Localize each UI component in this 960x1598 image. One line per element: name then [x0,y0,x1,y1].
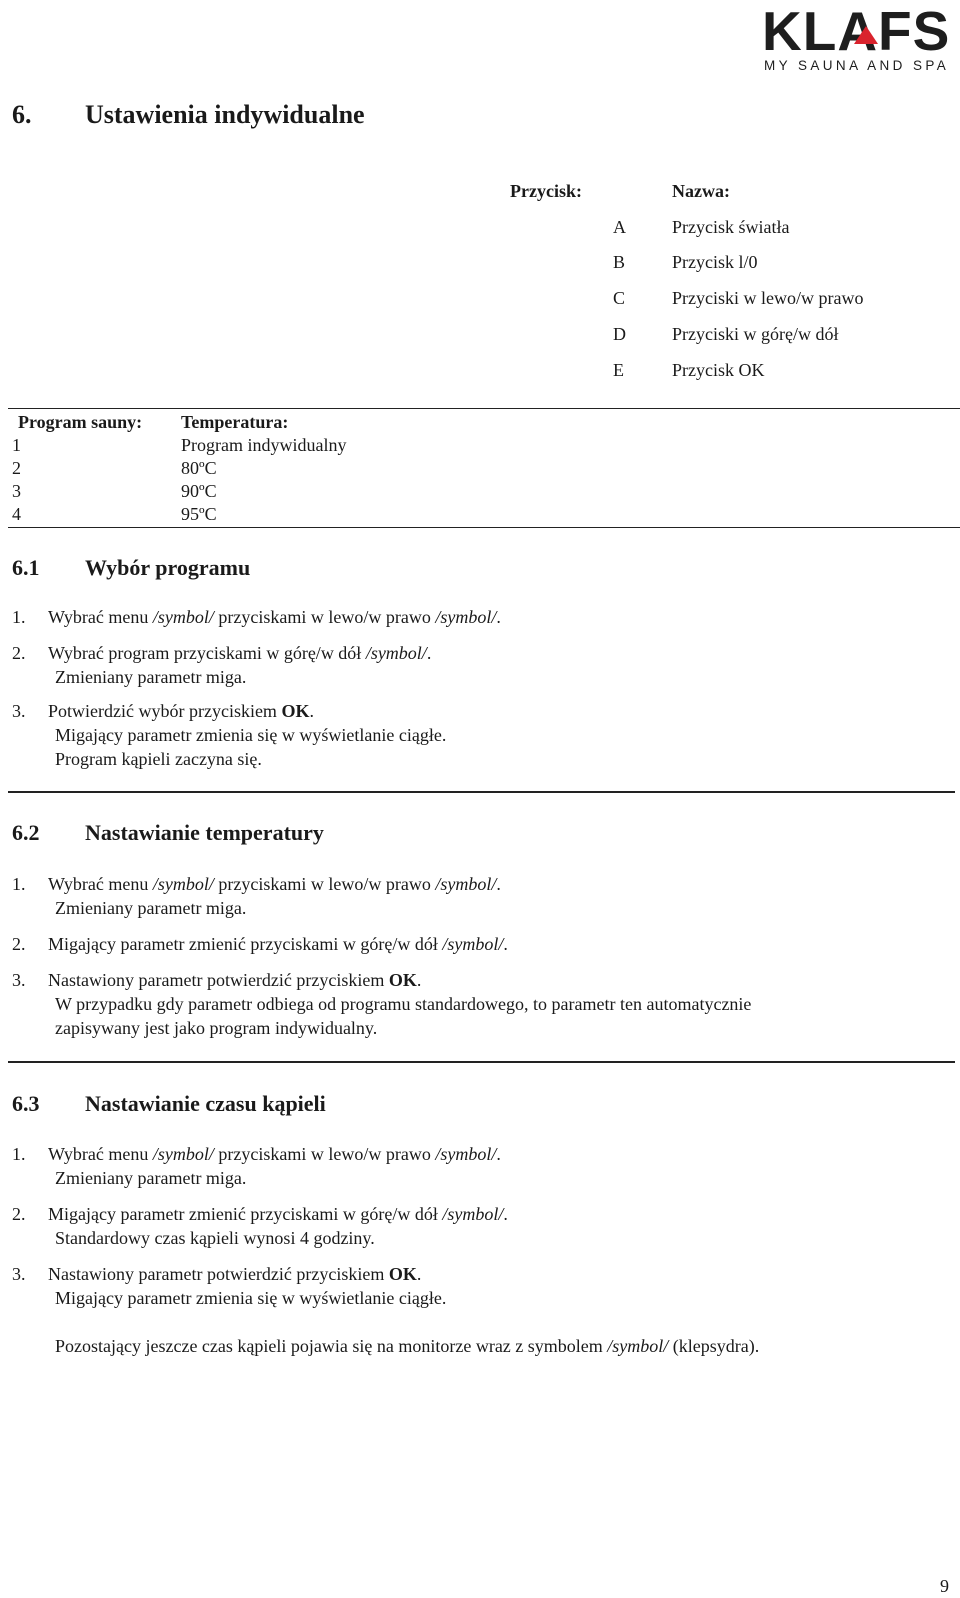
program-table-bottom-rule [8,527,960,528]
s62-step1-line2: Zmieniany parametr miga. [55,898,247,918]
klafs-logo [762,0,954,80]
s61-step3-number: 3. [12,701,26,721]
buttons-table-header-name: Nazwa: [672,181,730,201]
text-span: . [496,1144,501,1164]
buttons-table-header-key: Przycisk: [510,181,582,201]
s61-step3-text [48,700,314,722]
s63-step3-number: 3. [12,1264,26,1284]
s61-step2-text [48,642,431,664]
divider [8,791,955,793]
program-table-temp: 90ºC [181,481,217,501]
buttons-table-name: Przyciski w lewo/w prawo [672,288,864,308]
text-span: . [503,934,508,954]
s62-step2-text [48,933,508,955]
symbol-placeholder: /symbol/ [435,874,497,894]
s62-step1-number: 1. [12,874,26,894]
s63-step2-number: 2. [12,1204,26,1224]
buttons-table-key: D [613,324,626,344]
symbol-placeholder: /symbol/ [365,643,427,663]
symbol-placeholder: /symbol/ [435,607,497,627]
text-span: przyciskami w lewo/w prawo [213,874,436,894]
text-span: Migający parametr zmienić przyciskami w górę/w dół [48,934,443,954]
program-table-program: 1 [12,435,21,455]
s62-step2-number: 2. [12,934,26,954]
text-span: Potwierdzić wybór przyciskiem [48,701,282,721]
symbol-placeholder: /symbol/ [435,1144,497,1164]
text-span: Wybrać menu [48,607,153,627]
text-span: Wybrać menu [48,1144,153,1164]
s63-step3-text [48,1263,421,1285]
program-table-header-temp: Temperatura: [181,412,289,432]
buttons-table-key: A [613,217,626,237]
program-table-temp: 80ºC [181,458,217,478]
text-span: Wybrać program przyciskami w górę/w dół [48,643,366,663]
program-table-program: 4 [12,504,21,524]
s61-step1-text [48,606,501,628]
s63-step1-line2: Zmieniany parametr miga. [55,1168,247,1188]
text-span: Pozostający jeszcze czas kąpieli pojawia się na monitorze wraz z symbolem [55,1336,608,1356]
section-6-1-number: 6.1 [12,555,40,580]
text-span: . [416,1264,422,1284]
s61-step2-number: 2. [12,643,26,663]
buttons-table-key: E [613,360,624,380]
s62-step1-text [48,873,501,895]
symbol-placeholder: /symbol/ [442,1204,504,1224]
symbol-placeholder: /symbol/ [607,1336,669,1356]
buttons-table-name: Przycisk l/0 [672,252,758,272]
section-6-2-number: 6.2 [12,820,40,845]
text-span: Wybrać menu [48,874,153,894]
s61-step1-number: 1. [12,607,26,627]
divider [8,1061,955,1063]
text-span: przyciskami w lewo/w prawo [213,1144,436,1164]
program-table-program: 2 [12,458,21,478]
text-span: Nastawiony parametr potwierdzić przyciskiem [48,970,389,990]
symbol-placeholder: /symbol/ [442,934,504,954]
s63-step2-line2: Standardowy czas kąpieli wynosi 4 godziny. [55,1228,375,1248]
s63-step1-text [48,1143,501,1165]
text-span: . [496,607,501,627]
text-span: . [309,701,314,721]
buttons-table-name: Przycisk światła [672,217,790,237]
s62-step3-text [48,969,421,991]
symbol-placeholder: /symbol/ [152,1144,214,1164]
ok-label: OK [388,970,417,990]
s63-step2-text [48,1203,508,1225]
s61-step2-line2: Zmieniany parametr miga. [55,667,247,687]
program-table-header-program: Program sauny: [18,412,143,432]
program-table-temp: 95ºC [181,504,217,524]
text-span: . [416,970,422,990]
program-table-top-rule [8,408,960,409]
section-6-2-title: Nastawianie temperatury [85,820,324,845]
buttons-table-key: B [613,252,626,272]
text-span: Nastawiony parametr potwierdzić przyciskiem [48,1264,389,1284]
text-span: . [503,1204,508,1224]
section-6-3-title: Nastawianie czasu kąpieli [85,1091,326,1116]
text-span: przyciskami w lewo/w prawo [213,607,436,627]
ok-label: OK [281,701,310,721]
program-table-temp: Program indywidualny [181,435,347,455]
program-table-program: 3 [12,481,21,501]
s63-step1-number: 1. [12,1144,26,1164]
buttons-table-name: Przyciski w górę/w dół [672,324,839,344]
s62-step3-line2: W przypadku gdy parametr odbiega od programu standardowego, to parametr ten automatycznie [55,994,752,1014]
buttons-table-name: Przycisk OK [672,360,765,380]
s62-step3-line3: zapisywany jest jako program indywidualny. [55,1018,378,1038]
section-6-1-title: Wybór programu [85,555,251,580]
s61-step3-line2: Migający parametr zmienia się w wyświetlanie ciągłe. [55,725,447,745]
s63-note [55,1335,759,1357]
section-6-number: 6. [12,100,32,129]
symbol-placeholder: /symbol/ [152,607,214,627]
text-span: . [496,874,501,894]
symbol-placeholder: /symbol/ [152,874,214,894]
logo-wordmark: KLAFS [762,0,951,62]
text-span: Migający parametr zmienić przyciskami w górę/w dół [48,1204,443,1224]
logo-accent-triangle-icon [854,26,878,44]
logo-tagline: MY SAUNA AND SPA [764,58,950,73]
s62-step3-number: 3. [12,970,26,990]
section-6-title: Ustawienia indywidualne [85,100,365,129]
s61-step3-line3: Program kąpieli zaczyna się. [55,749,262,769]
text-span: (klepsydra). [668,1336,760,1356]
page-number: 9 [940,1576,949,1596]
ok-label: OK [388,1264,417,1284]
section-6-3-number: 6.3 [12,1091,40,1116]
text-span: . [426,643,432,663]
s63-step3-line2: Migający parametr zmienia się w wyświetlanie ciągłe. [55,1288,447,1308]
buttons-table-key: C [613,288,626,308]
